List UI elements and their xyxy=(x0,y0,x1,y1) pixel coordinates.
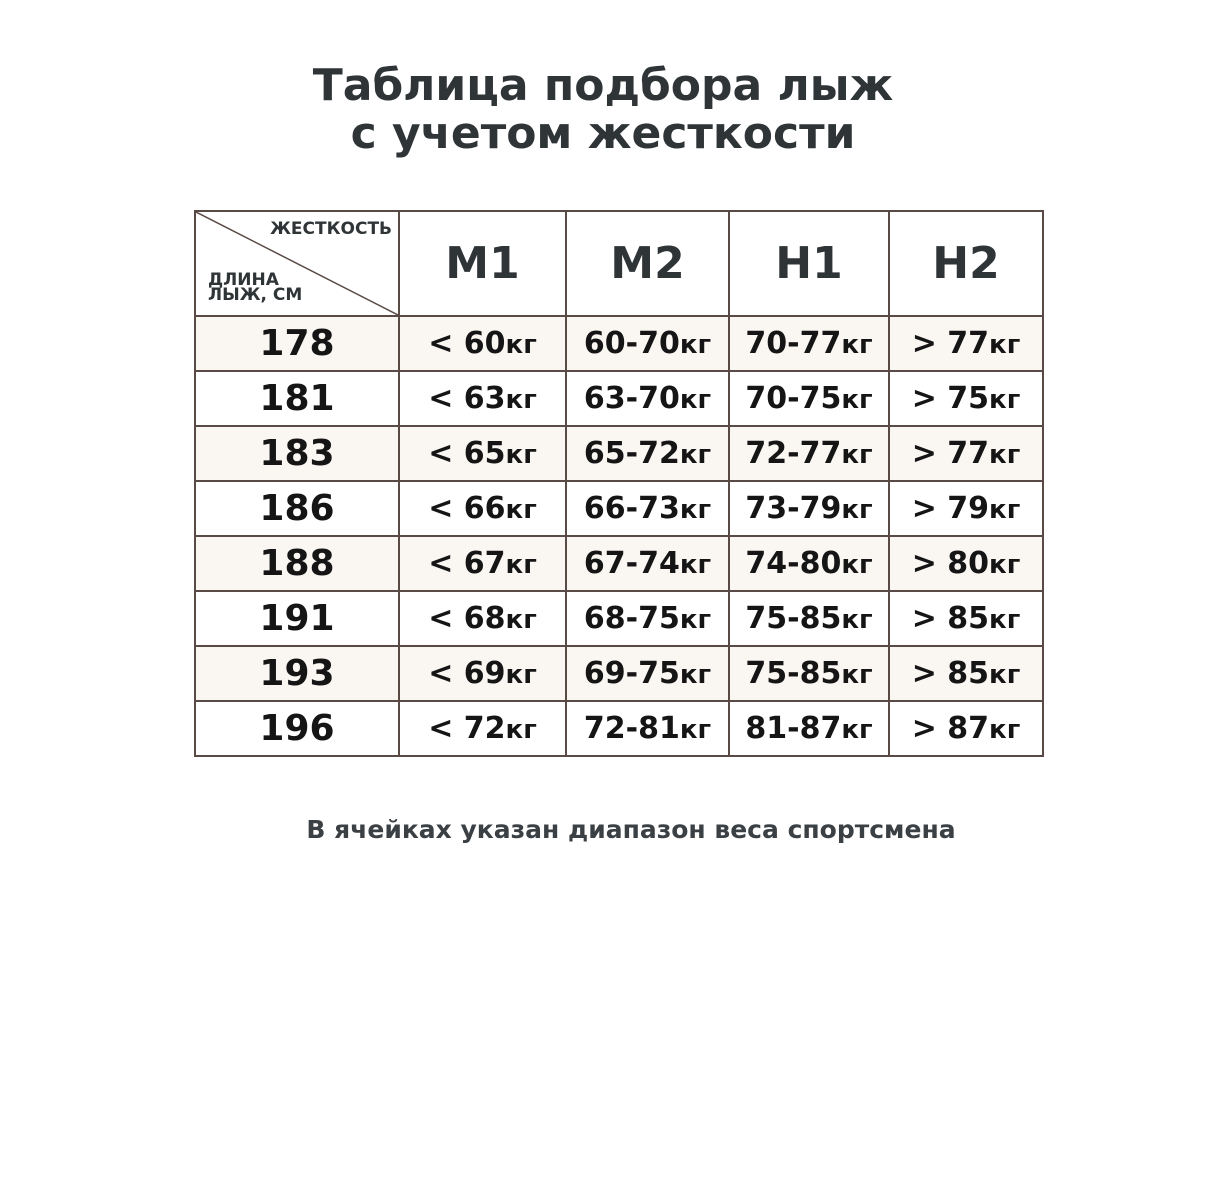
weight-range-cell xyxy=(566,646,729,701)
weight-range-value: > 75 xyxy=(911,381,990,416)
weight-range-value: < 67 xyxy=(428,546,506,581)
weight-range-value: < 66 xyxy=(428,491,506,526)
weight-range-value: > 80 xyxy=(911,546,990,581)
column-header-h2: Н2 xyxy=(889,211,1043,316)
weight-range-value: 70-75 xyxy=(745,381,842,416)
ski-length-cell: 191 xyxy=(195,591,399,646)
weight-unit: кг xyxy=(679,660,712,690)
weight-range-cell xyxy=(729,371,889,426)
weight-range-cell xyxy=(399,481,566,536)
weight-range-cell xyxy=(729,426,889,481)
weight-unit: кг xyxy=(989,330,1021,360)
weight-unit: кг xyxy=(505,330,537,360)
weight-range-cell xyxy=(729,536,889,591)
table-corner-cell xyxy=(195,211,399,316)
weight-unit: кг xyxy=(505,440,537,470)
weight-unit: кг xyxy=(989,605,1021,635)
stiffness-label: ЖЕСТКОСТЬ xyxy=(270,219,392,239)
weight-unit: кг xyxy=(989,440,1021,470)
weight-range-value: < 60 xyxy=(428,326,506,361)
weight-range-value: 65-72 xyxy=(583,436,680,471)
column-header-h1: Н1 xyxy=(729,211,889,316)
weight-unit: кг xyxy=(679,605,712,635)
weight-range-value: 69-75 xyxy=(583,656,680,691)
weight-range-cell xyxy=(729,591,889,646)
weight-unit: кг xyxy=(679,550,712,580)
weight-range-cell xyxy=(729,646,889,701)
weight-range-cell xyxy=(889,536,1043,591)
length-label xyxy=(208,270,303,305)
table-row xyxy=(195,646,1043,701)
table-row xyxy=(195,371,1043,426)
weight-range-cell xyxy=(399,426,566,481)
weight-range-value: > 85 xyxy=(911,601,990,636)
weight-unit: кг xyxy=(989,715,1021,745)
weight-range-cell xyxy=(566,481,729,536)
ski-size-table xyxy=(194,210,1044,757)
table-row xyxy=(195,701,1043,756)
weight-range-cell xyxy=(729,701,889,756)
weight-range-value: 73-79 xyxy=(745,491,842,526)
weight-unit: кг xyxy=(505,660,537,690)
weight-unit: кг xyxy=(505,495,537,525)
weight-range-value: < 65 xyxy=(428,436,506,471)
weight-unit: кг xyxy=(679,440,712,470)
ski-length-cell: 196 xyxy=(195,701,399,756)
weight-unit: кг xyxy=(679,330,712,360)
weight-unit: кг xyxy=(679,385,712,415)
weight-range-value: 75-85 xyxy=(745,656,842,691)
page-title xyxy=(0,62,1206,158)
weight-unit: кг xyxy=(989,550,1021,580)
weight-range-value: 81-87 xyxy=(745,711,842,746)
ski-length-cell: 188 xyxy=(195,536,399,591)
table-row xyxy=(195,481,1043,536)
weight-range-value: 74-80 xyxy=(745,546,842,581)
weight-unit: кг xyxy=(841,660,873,690)
table-row xyxy=(195,426,1043,481)
weight-range-value: 75-85 xyxy=(745,601,842,636)
weight-range-value: > 77 xyxy=(911,326,990,361)
weight-range-cell xyxy=(889,591,1043,646)
length-label-line-2: ЛЫЖ, СМ xyxy=(208,285,303,305)
weight-unit: кг xyxy=(841,440,873,470)
table-row xyxy=(195,591,1043,646)
weight-range-value: 68-75 xyxy=(583,601,680,636)
weight-unit: кг xyxy=(679,715,712,745)
weight-range-cell xyxy=(566,591,729,646)
weight-range-cell xyxy=(566,536,729,591)
weight-unit: кг xyxy=(841,715,873,745)
weight-range-cell xyxy=(729,481,889,536)
weight-range-value: 60-70 xyxy=(583,326,680,361)
weight-range-cell xyxy=(399,371,566,426)
ski-length-cell: 178 xyxy=(195,316,399,371)
weight-unit: кг xyxy=(505,385,537,415)
footnote: В ячейках указан диапазон веса спортсмена xyxy=(306,815,956,844)
weight-unit: кг xyxy=(841,605,873,635)
weight-range-value: > 77 xyxy=(911,436,990,471)
weight-range-cell xyxy=(889,316,1043,371)
weight-range-value: 72-81 xyxy=(583,711,680,746)
weight-range-cell xyxy=(729,316,889,371)
ski-length-cell: 183 xyxy=(195,426,399,481)
weight-range-cell xyxy=(889,646,1043,701)
weight-range-value: > 87 xyxy=(911,711,990,746)
title-line-1: Таблица подбора лыж xyxy=(312,60,894,111)
weight-range-cell xyxy=(889,701,1043,756)
weight-range-cell xyxy=(889,426,1043,481)
weight-range-cell xyxy=(399,646,566,701)
weight-unit: кг xyxy=(989,495,1021,525)
weight-range-cell xyxy=(399,316,566,371)
table-row xyxy=(195,536,1043,591)
weight-range-cell xyxy=(889,481,1043,536)
ski-length-cell: 186 xyxy=(195,481,399,536)
weight-unit: кг xyxy=(841,550,873,580)
column-header-m1: М1 xyxy=(399,211,566,316)
weight-range-cell xyxy=(889,371,1043,426)
weight-range-cell xyxy=(566,371,729,426)
weight-unit: кг xyxy=(841,330,873,360)
table-row xyxy=(195,316,1043,371)
weight-unit: кг xyxy=(989,660,1021,690)
weight-unit: кг xyxy=(505,550,537,580)
weight-range-value: 67-74 xyxy=(583,546,680,581)
column-header-m2: М2 xyxy=(566,211,729,316)
weight-range-value: > 79 xyxy=(911,491,990,526)
weight-range-value: 63-70 xyxy=(583,381,680,416)
weight-range-value: > 85 xyxy=(911,656,990,691)
weight-range-value: < 63 xyxy=(428,381,506,416)
weight-unit: кг xyxy=(841,385,873,415)
weight-unit: кг xyxy=(989,385,1021,415)
weight-range-value: < 72 xyxy=(428,711,506,746)
table-body xyxy=(195,316,1043,756)
weight-range-cell xyxy=(566,316,729,371)
weight-range-cell xyxy=(399,701,566,756)
weight-unit: кг xyxy=(505,605,537,635)
weight-range-cell xyxy=(566,426,729,481)
weight-range-value: < 68 xyxy=(428,601,506,636)
ski-length-cell: 181 xyxy=(195,371,399,426)
weight-range-cell xyxy=(566,701,729,756)
title-line-2: с учетом жесткости xyxy=(350,108,856,159)
table-header-row xyxy=(195,211,1043,316)
weight-unit: кг xyxy=(841,495,873,525)
weight-unit: кг xyxy=(505,715,537,745)
weight-range-value: 66-73 xyxy=(583,491,680,526)
weight-range-value: 70-77 xyxy=(745,326,842,361)
weight-range-cell xyxy=(399,536,566,591)
ski-length-cell: 193 xyxy=(195,646,399,701)
weight-range-value: < 69 xyxy=(428,656,506,691)
weight-unit: кг xyxy=(679,495,712,525)
weight-range-cell xyxy=(399,591,566,646)
weight-range-value: 72-77 xyxy=(745,436,842,471)
length-label-line-1: ДЛИНА xyxy=(208,270,279,290)
